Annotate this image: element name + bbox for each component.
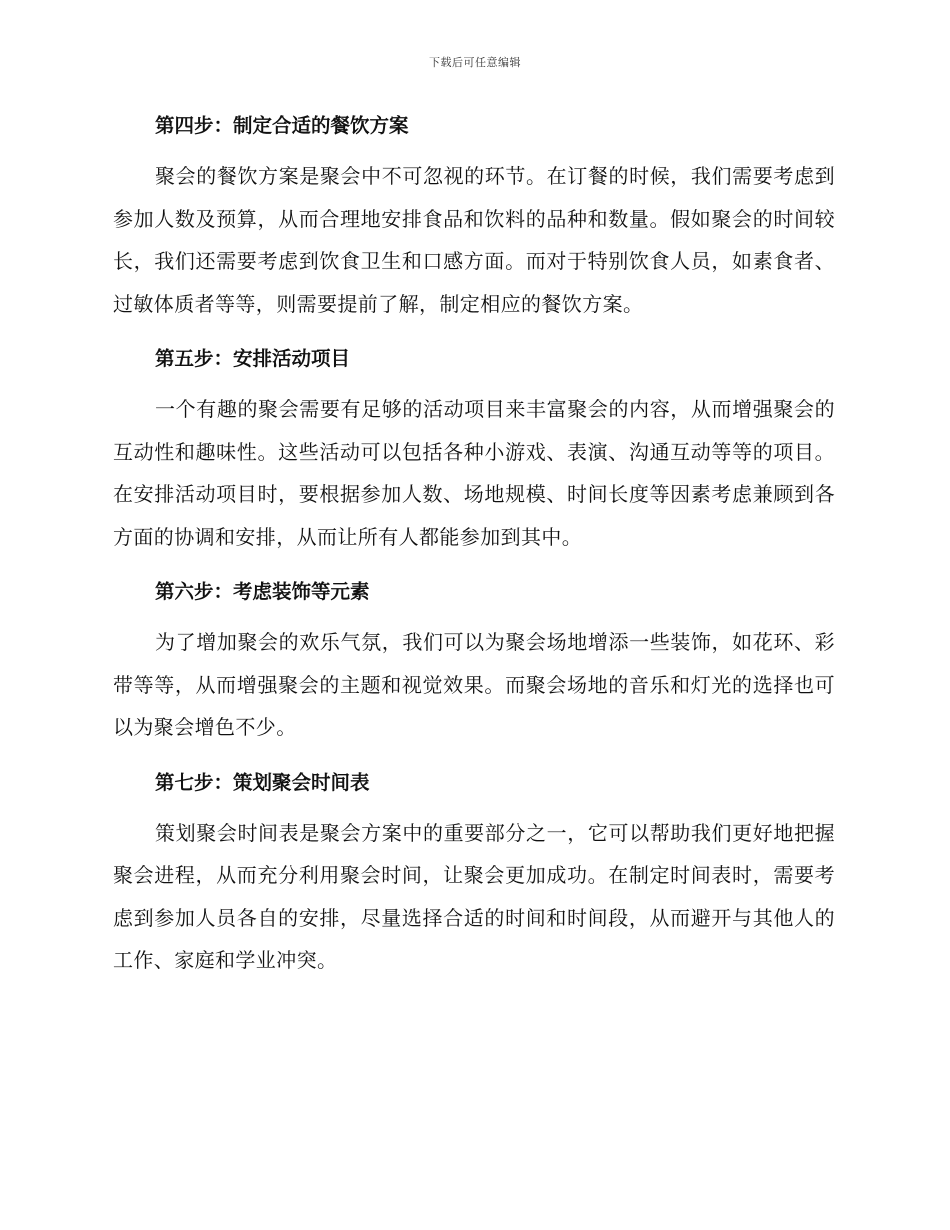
section-title: 第四步：制定合适的餐饮方案	[155, 114, 409, 137]
section-title: 第七步：策划聚会时间表	[155, 770, 370, 794]
section-paragraph: 一个有趣的聚会需要有足够的活动项目来丰富聚会的内容，从而增强聚会的互动性和趣味性。这些活动可以包括各种小游戏、表演、沟通互动等等的项目。在安排活动项目时，要根据参加人数、场地规模、时间长度等因素考虑兼顾到各方面的协调和安排，从而让所有人都能参加到其中。	[113, 397, 835, 549]
header-note: 下载后可任意编辑	[429, 56, 521, 69]
section-paragraph: 策划聚会时间表是聚会方案中的重要部分之一，它可以帮助我们更好地把握聚会进程，从而充分利用聚会时间，让聚会更加成功。在制定时间表时，需要考虑到参加人员各自的安排，尽量选择合适的时间和时间段，从而避开与其他人的工作、家庭和学业冲突。	[113, 820, 835, 972]
section-paragraph: 为了增加聚会的欢乐气氛，我们可以为聚会场地增添一些装饰，如花环、彩带等等，从而增强聚会的主题和视觉效果。而聚会场地的音乐和灯光的选择也可以为聚会增色不少。	[113, 630, 835, 739]
section-step-4	[113, 110, 835, 325]
section-step-7	[113, 767, 835, 982]
section-paragraph: 聚会的餐饮方案是聚会中不可忽视的环节。在订餐的时候，我们需要考虑到参加人数及预算，从而合理地安排食品和饮料的品种和数量。假如聚会的时间较长，我们还需要考虑到饮食卫生和口感方面。而对于特别饮食人员，如素食者、过敏体质者等等，则需要提前了解，制定相应的餐饮方案。	[113, 164, 835, 316]
section-step-5	[113, 343, 835, 558]
section-title: 第六步：考虑装饰等元素	[155, 580, 370, 603]
section-step-6	[113, 576, 835, 749]
section-title: 第五步：安排活动项目	[155, 347, 351, 370]
document-content	[113, 110, 835, 1000]
